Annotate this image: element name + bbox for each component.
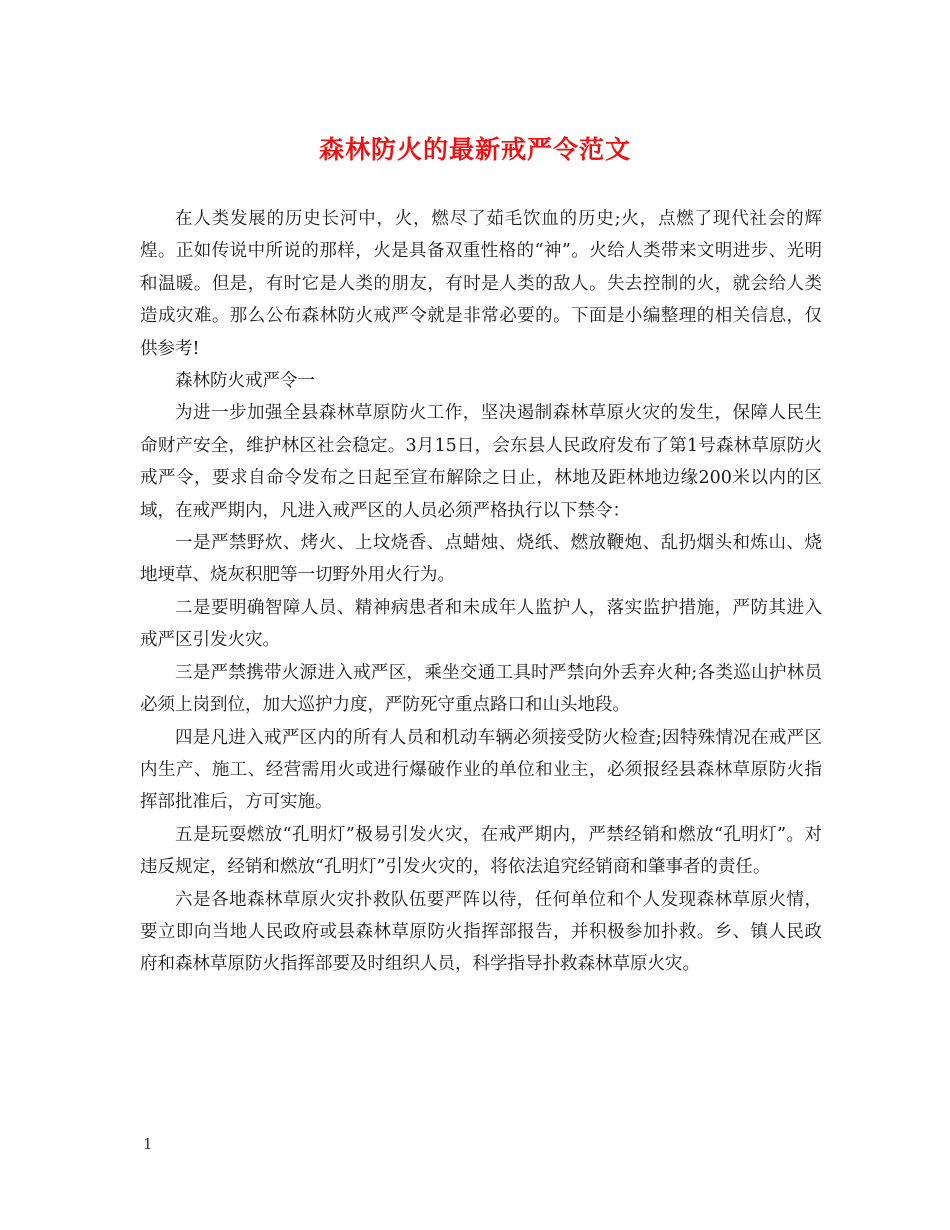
prohibition-5: 五是玩耍燃放“孔明灯”极易引发火灾，在戒严期内，严禁经销和燃放“孔明灯”。对违反规定，经销和燃放“孔明灯”引发火灾的，将依法追究经销商和肇事者的责任。 — [140, 824, 822, 878]
prohibition-6: 六是各地森林草原火灾扑救队伍要严阵以待，任何单位和个人发现森林草原火情，要立即向当地人民政府或县森林草原防火指挥部报告，并积极参加扑救。乡、镇人民政府和森林草原防火指挥部要及时组织人员，科学指导扑救森林草原火灾。 — [140, 889, 822, 975]
order-paragraph: 为进一步加强全县森林草原防火工作，坚决遏制森林草原火灾的发生，保障人民生命财产安全，维护林区社会稳定。3月15日，会东县人民政府发布了第1号森林草原防火戒严令，要求自命令发布之日起至宣布解除之日止，林地及距林地边缘200米以内的区域，在戒严期内，凡进入戒严区的人员必须严格执行以下禁令： — [140, 403, 822, 521]
page-number: 1 — [143, 1135, 153, 1153]
prohibition-4: 四是凡进入戒严区内的所有人员和机动车辆必须接受防火检查;因特殊情况在戒严区内生产、施工、经营需用火或进行爆破作业的单位和业主，必须报经县森林草原防火指挥部批准后，方可实施。 — [140, 727, 822, 813]
section-heading: 森林防火戒严令一 — [175, 371, 315, 392]
intro-paragraph: 在人类发展的历史长河中，火，燃尽了茹毛饮血的历史;火，点燃了现代社会的辉煌。正如传说中所说的那样，火是具备双重性格的“神”。火给人类带来文明进步、光明和温暖。但是，有时它是人类的朋友，有时是人类的敌人。失去控制的火，就会给人类造成灾难。那么公布森林防火戒严令就是非常必要的。下面是小编整理的相关信息，仅供参考! — [140, 209, 822, 359]
prohibition-2: 二是要明确智障人员、精神病患者和未成年人监护人，落实监护措施，严防其进入戒严区引发火灾。 — [140, 597, 822, 651]
document-title: 森林防火的最新戒严令范文 — [318, 135, 631, 164]
prohibition-1: 一是严禁野炊、烤火、上坟烧香、点蜡烛、烧纸、燃放鞭炮、乱扔烟头和炼山、烧地埂草、烧灰积肥等一切野外用火行为。 — [140, 533, 822, 586]
document-body — [140, 203, 822, 981]
prohibition-3: 三是严禁携带火源进入戒严区，乘坐交通工具时严禁向外丢弃火种;各类巡山护林员必须上岗到位，加大巡护力度，严防死守重点路口和山头地段。 — [140, 662, 822, 716]
